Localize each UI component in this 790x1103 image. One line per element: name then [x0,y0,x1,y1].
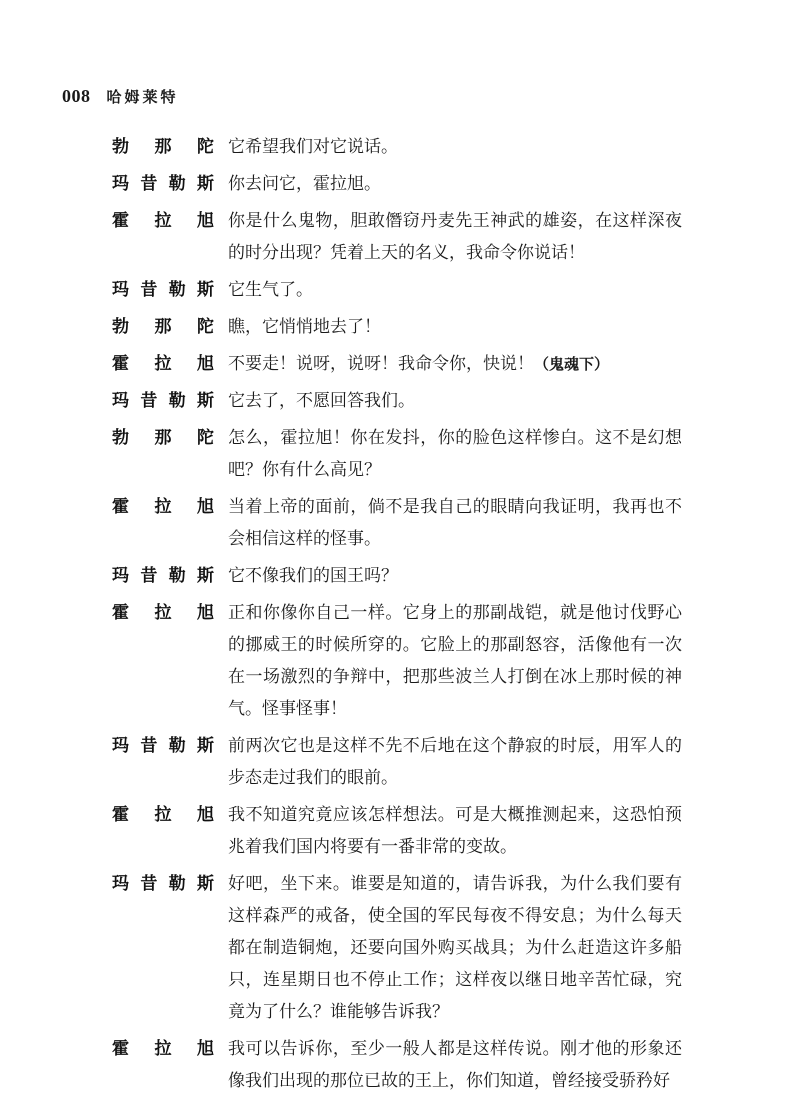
dialogue-entry [112,491,682,555]
dialogue-entry [112,348,682,380]
dialogue-entry [112,422,682,486]
speech-line: 它不像我们的国王吗？ [228,566,398,586]
speaker-name: 玛 昔 勒 斯 [112,174,214,194]
speech-text [228,205,682,269]
speech-text [228,491,682,555]
book-title: 哈姆莱特 [106,88,179,106]
speech-text [228,131,682,163]
speech-text [228,348,682,380]
dialogue-entry [112,131,682,163]
dialogue-entry [112,385,682,417]
speech-text [228,385,682,417]
speech-text [228,311,682,343]
speech-text [228,868,682,1028]
speaker-name: 霍 拉 旭 [112,1039,214,1059]
speech-line: 你是什么鬼物，胆敢僭窃丹麦先王神武的雄姿，在这样深夜的时分出现？凭着上天的名义，我命令你说话！ [228,211,682,263]
speech-text [228,597,682,725]
speaker-name: 玛 昔 勒 斯 [112,874,214,894]
page-number: 008 [62,86,91,106]
dialogue-entry [112,560,682,592]
speech-line: 我可以告诉你，至少一般人都是这样传说。刚才他的形象还像我们出现的那位已故的王上，你们知道，曾经接受骄矜好 [228,1039,682,1091]
speech-line: 不要走！说呀，说呀！我命令你，快说！ [228,354,534,374]
dialogue-entry [112,799,682,863]
dialogue-entry [112,205,682,269]
running-head [62,86,179,110]
stage-direction: （鬼魂下） [534,355,610,373]
speaker-name: 玛 昔 勒 斯 [112,391,214,411]
dialogue-entry [112,311,682,343]
speech-text [228,560,682,592]
speaker-name: 玛 昔 勒 斯 [112,566,214,586]
dialogue-entry [112,868,682,1028]
speech-text [228,1033,682,1097]
speech-line: 它希望我们对它说话。 [228,137,398,157]
speech-text [228,168,682,200]
speaker-name: 勃 那 陀 [112,137,214,157]
speech-line: 正和你像你自己一样。它身上的那副战铠，就是他讨伐野心的挪威王的时候所穿的。它脸上的那副怒容，活像他有一次在一场激烈的争辩中，把那些波兰人打倒在冰上那时候的神气。怪事怪事！ [228,603,682,719]
speech-line: 好吧，坐下来。谁要是知道的，请告诉我，为什么我们要有这样森严的戒备，使全国的军民每夜不得安息；为什么每天都在制造铜炮，还要向国外购买战具；为什么赶造这许多船只，连星期日也不停止工作；这样夜以继日地辛苦忙碌，究竟为了什么？谁能够告诉我？ [228,874,682,1022]
speech-line: 你去问它，霍拉旭。 [228,174,381,194]
dialogue-entry [112,1033,682,1097]
speaker-name: 玛 昔 勒 斯 [112,280,214,300]
dialogue-entry [112,730,682,794]
speaker-name: 玛 昔 勒 斯 [112,736,214,756]
speech-line: 怎么，霍拉旭！你在发抖，你的脸色这样惨白。这不是幻想吧？你有什么高见？ [228,428,682,480]
speech-line: 前两次它也是这样不先不后地在这个静寂的时辰，用军人的步态走过我们的眼前。 [228,736,682,788]
speech-line: 它生气了。 [228,280,313,300]
dialogue-body [112,131,682,1102]
speaker-name: 勃 那 陀 [112,428,214,448]
dialogue-entry [112,597,682,725]
speech-line: 我不知道究竟应该怎样想法。可是大概推测起来，这恐怕预兆着我们国内将要有一番非常的变故。 [228,805,682,857]
speech-line: 它去了，不愿回答我们。 [228,391,415,411]
speaker-name: 霍 拉 旭 [112,354,214,374]
dialogue-entry [112,274,682,306]
speaker-name: 霍 拉 旭 [112,211,214,231]
speaker-name: 勃 那 陀 [112,317,214,337]
speech-text [228,274,682,306]
speech-text [228,799,682,863]
speaker-name: 霍 拉 旭 [112,497,214,517]
speech-text [228,422,682,486]
speaker-name: 霍 拉 旭 [112,603,214,623]
speech-line: 瞧，它悄悄地去了！ [228,317,381,337]
speaker-name: 霍 拉 旭 [112,805,214,825]
dialogue-entry [112,168,682,200]
speech-text [228,730,682,794]
speech-line: 当着上帝的面前，倘不是我自己的眼睛向我证明，我再也不会相信这样的怪事。 [228,497,682,549]
